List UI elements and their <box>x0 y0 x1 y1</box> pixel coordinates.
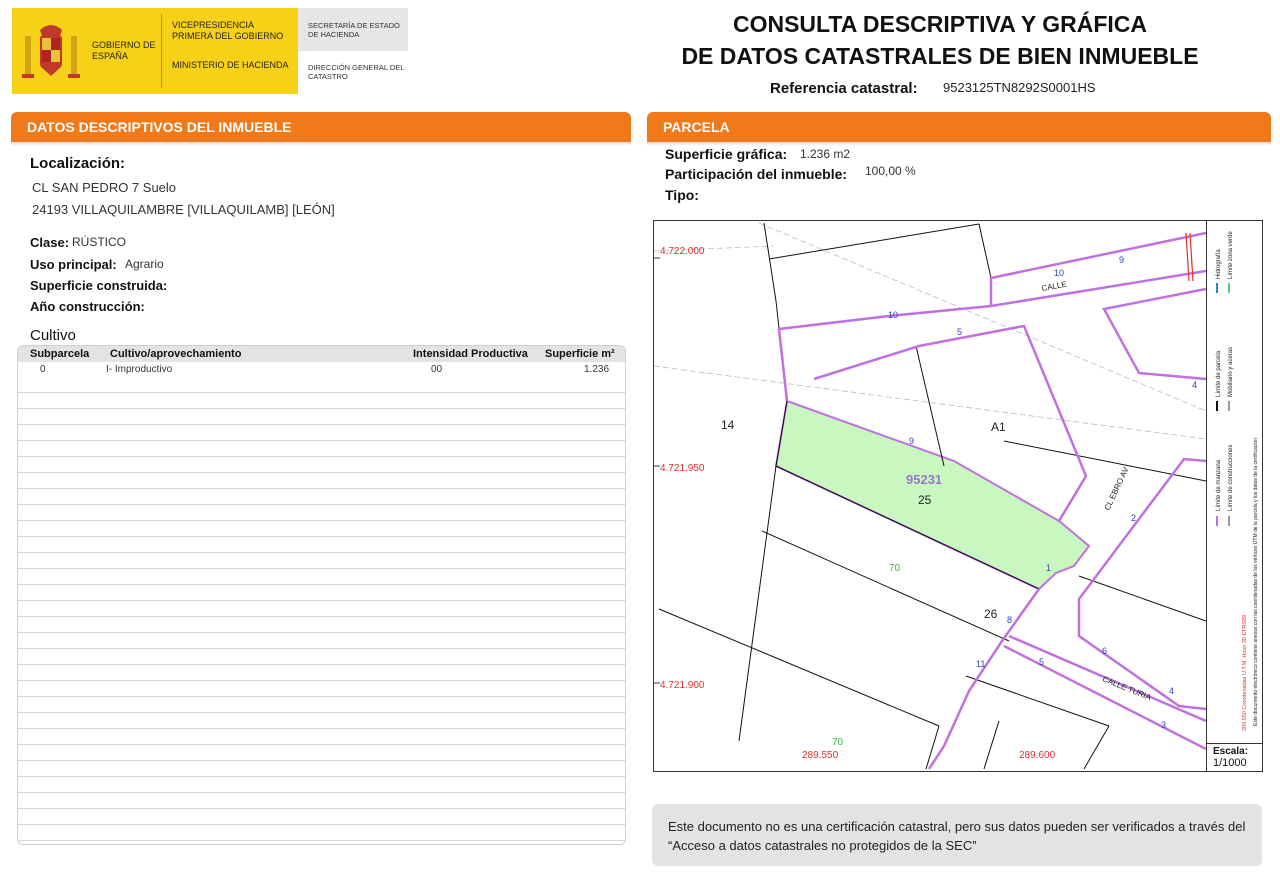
section-title-parcela: PARCELA <box>663 119 730 135</box>
clase-value: RÚSTICO <box>72 235 126 249</box>
section-bar-descriptivos <box>11 112 631 142</box>
parcel-id-label: 95231 <box>906 472 943 487</box>
disclaimer-note: Este documento no es una certificación catastral, pero sus datos pueden ser verificados a través del “Acceso a datos catastrales no protegidos de la SEC” <box>652 804 1262 866</box>
parcel-70-label: 70 <box>889 563 901 574</box>
legend-construcciones: Límite de construcciones <box>1228 444 1234 511</box>
clase-label: Clase: <box>30 235 70 250</box>
legend-hidrografia: Hidrografía <box>1216 249 1222 279</box>
street-num-2: 2 <box>1131 513 1137 523</box>
th-superficie: Superficie m² <box>545 348 615 360</box>
parcel-70b-label: 70 <box>832 737 844 748</box>
td-superficie: 1.236 <box>584 364 610 375</box>
logo-ministerio-text: MINISTERIO DE HACIENDA <box>172 60 289 70</box>
parcel-number-label: 25 <box>918 493 932 507</box>
parcel-14-label: 14 <box>721 418 735 432</box>
coord-y3: 4.721.900 <box>660 680 705 691</box>
map-drawing <box>654 221 1206 771</box>
logo-secretaria-text: SECRETARÍA DE ESTADO DE HACIENDA <box>308 21 400 39</box>
street-num-6: 6 <box>1102 646 1108 656</box>
th-cultivo: Cultivo/aprovechamiento <box>110 348 242 360</box>
street-num-9b: 9 <box>909 436 915 446</box>
scale-value: 1/1000 <box>1213 757 1247 769</box>
logo-divider <box>161 14 162 88</box>
td-subparcela: 0 <box>40 364 46 375</box>
page-title-line1: CONSULTA DESCRIPTIVA Y GRÁFICA <box>732 11 1148 37</box>
parcel-26-label: 26 <box>984 607 998 621</box>
logo-gobierno-text: GOBIERNO DE ESPAÑA <box>92 40 156 61</box>
th-subparcela: Subparcela <box>30 348 90 360</box>
scale-label: Escala: <box>1213 746 1249 757</box>
ref-label: Referencia catastral: <box>770 80 918 97</box>
td-intensidad: 00 <box>431 364 443 375</box>
uso-principal-value: Agrario <box>125 257 164 271</box>
superficie-grafica-label: Superficie gráfica: <box>665 146 788 162</box>
coord-y2: 4.721.950 <box>660 463 705 474</box>
map-scale <box>1206 743 1262 771</box>
legend-parcela: Límite de parcela <box>1216 350 1222 397</box>
street-num-8: 8 <box>1007 615 1013 625</box>
street-num-10: 10 <box>888 310 899 320</box>
street-num-1: 1 <box>1046 563 1052 573</box>
section-bar-parcela <box>647 112 1271 142</box>
logo-vicepresidencia-text: VICEPRESIDENCIA PRIMERA DEL GOBIERNO <box>172 20 284 41</box>
street-num-10b: 10 <box>1054 268 1065 278</box>
address-line1: CL SAN PEDRO 7 Suelo <box>32 180 177 195</box>
street-num-3: 3 <box>1161 720 1167 730</box>
street-num-4: 4 <box>1192 380 1198 390</box>
government-logo <box>12 8 408 94</box>
street-num-5: 5 <box>957 327 963 337</box>
coord-x2: 289.600 <box>1019 750 1056 761</box>
superficie-construida-label: Superficie construida: <box>30 278 168 293</box>
coat-of-arms-icon <box>22 20 80 84</box>
page-title <box>640 8 1240 72</box>
table-empty-rows <box>18 377 625 845</box>
parcel-95231-highlight <box>776 401 1089 589</box>
participacion-label: Participación del inmueble: <box>665 166 848 182</box>
ref-value: 9523125TN8292S0001HS <box>943 80 1096 95</box>
coord-x1: 289.550 <box>802 750 839 761</box>
map-legend <box>1206 221 1262 743</box>
street-turia-label: CALLE TURIA <box>1101 674 1153 703</box>
superficie-grafica-value: 1.236 m2 <box>800 147 851 161</box>
legend-drawing <box>1207 221 1263 743</box>
page-title-line2: DE DATOS CATASTRALES DE BIEN INMUEBLE <box>681 43 1199 69</box>
participacion-value: 100,00 % <box>865 164 916 178</box>
legend-zona-verde: Límite zona verde <box>1228 231 1234 279</box>
anio-construccion-label: Año construcción: <box>30 299 145 314</box>
th-intensidad: Intensidad Productiva <box>413 348 528 360</box>
cultivo-table <box>17 345 626 845</box>
localizacion-label: Localización: <box>30 155 126 172</box>
logo-direccion-text: DIRECCIÓN GENERAL DEL CATASTRO <box>308 63 405 81</box>
street-ebro-label: CL EBRO AV <box>1102 465 1131 512</box>
section-title-descriptivos: DATOS DESCRIPTIVOS DEL INMUEBLE <box>27 119 292 135</box>
legend-mobiliario: Mobiliario y aceras <box>1228 346 1234 397</box>
street-num-5b: 5 <box>1039 657 1045 667</box>
uso-principal-label: Uso principal: <box>30 257 117 272</box>
legend-manzana: Límite de manzana <box>1216 459 1222 511</box>
cultivo-title: Cultivo <box>30 327 76 344</box>
street-num-9: 9 <box>1119 255 1125 265</box>
street-calle-label: CALLE <box>1040 279 1068 293</box>
parcel-a1-label: A1 <box>991 420 1006 434</box>
street-num-11: 11 <box>976 659 986 669</box>
street-num-4b: 4 <box>1169 686 1175 696</box>
address-line2: 24193 VILLAQUILAMBRE [VILLAQUILAMB] [LEÓN] <box>32 202 335 217</box>
coord-y1: 4.722.000 <box>660 246 705 257</box>
tipo-label: Tipo: <box>665 187 699 203</box>
td-cultivo: I- Improductivo <box>106 364 173 375</box>
legend-doc-note: Este documento electrónico contiene anexos con las coordenadas de los vértices UTM de la parcela y los datos de la certificación <box>1253 438 1259 726</box>
cadastral-map[interactable] <box>653 220 1263 772</box>
legend-coords-note: 289,550 Coordenadas U.T.M. Huso 30 ETRS89 <box>1242 614 1248 731</box>
